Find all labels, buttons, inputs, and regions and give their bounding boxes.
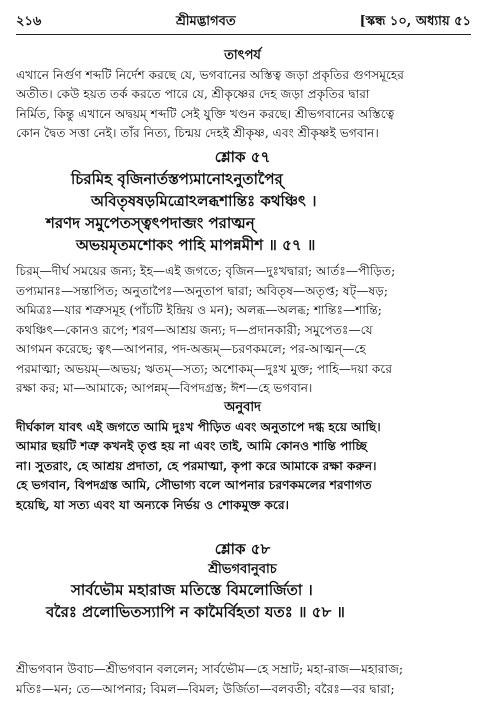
translation-line: না। সুতরাং, হে আশ্রয় প্রদাতা, হে পরমাত্মা, কৃপা করে আমাকে রক্ষা করুন। bbox=[16, 458, 377, 473]
sloka-title: শ্লোক ৫৭ bbox=[214, 148, 271, 166]
translation-heading: অনুবাদ bbox=[224, 400, 261, 415]
verse-line: অবিতৃষষড়মিত্রোঽলব্ধশান্তিঃ কথঞ্চিৎ । bbox=[91, 191, 317, 210]
synonym-line: মতিঃ—মন; তে—আপনার; বিমল—বিমল; উর্জিতা—বলবতী; বরৈঃ—বর দ্বারা; bbox=[16, 681, 395, 696]
sloka-57-section bbox=[16, 148, 469, 256]
verse-line: অভয়মৃতমশোকং পাহি মাপন্নমীশ ॥ ৫৭ ॥ bbox=[76, 235, 316, 254]
translation-line: হয়েছি, যা সত্য এবং যা অন্যকে নির্ভয় ও শোকমুক্ত করে। bbox=[16, 497, 290, 512]
sloka-58-synonyms bbox=[16, 660, 469, 699]
purport-line: কোন দ্বৈত সত্তা নেই। তাঁর নিত্য, চিন্ময় দেহই শ্রীকৃষ্ণ, এবং শ্রীকৃষ্ণই ভগবান। bbox=[16, 126, 379, 140]
synonym-line: পরমাত্মা; অভয়ম্—অভয়; ঋতম্—সত্য; অশোকম্—দুঃখ মুক্ত; পাহি—দয়া করে bbox=[16, 361, 393, 376]
synonym-line: রক্ষা কর; মা—আমাকে; আপন্নম্—বিপদগ্রস্ত; ঈশ—হে ভগবান। bbox=[16, 381, 313, 395]
sloka-57-translation bbox=[16, 398, 469, 515]
synonym-line: কথঞ্চিৎ—কোনও রূপে; শরণ—আশ্রয় জন্য; দ—প্রদানকারী; সমুপেতঃ—যে bbox=[16, 322, 373, 337]
sloka-57-synonyms bbox=[16, 262, 469, 399]
verse-line: বরৈঃ প্রলোভিতস্যাপি ন কামৈর্বিহতা যতঃ ॥ ৫৮ ॥ bbox=[46, 603, 345, 621]
speaker-line: শ্রীভগবানুবাচ bbox=[208, 561, 277, 577]
verse-line: শরণদ সমুপেতস্ত্বৎপদাব্জং পরাত্মন্ bbox=[46, 213, 255, 232]
synonym-line: চিরম্—দীর্ঘ সময়ের জন্য; ইহ—এই জগতে; বৃজিন—দুঃখদ্বারা; আর্তঃ—পীড়িত; bbox=[16, 264, 396, 278]
translation-line: দীর্ঘকাল যাবৎ এই জগতে আমি দুঃখ পীড়িত এবং অনুতাপে দগ্ধ হয়ে আছি। bbox=[16, 419, 381, 434]
chapter-reference: [স্কন্ধ ১০, অধ্যায় ৫১ bbox=[359, 14, 471, 29]
synonym-line: আগমন করেছে; ত্বৎ—আপনার, পদ-অব্জম্—চরণকমলে; পর-আত্মন্—হে bbox=[16, 342, 366, 356]
running-header bbox=[16, 10, 471, 32]
translation-line: আমার ছয়টি শত্রু কখনই তৃপ্ত হয় না এবং তাই, আমি কোনও শান্তি পাচ্ছি bbox=[16, 439, 367, 453]
sloka-title: শ্লোক ৫৮ bbox=[214, 540, 271, 558]
synonym-line: অমিত্রঃ—যার শত্রুসমূহ (পাঁচটি ইন্দ্রিয় ও মন); অলব্ধ—অলব্ধ; শান্তিঃ—শান্তি; bbox=[16, 303, 382, 317]
verse-line: সার্বভৌম মহারাজ মতিস্তে বিমলোর্জিতা । bbox=[71, 581, 313, 599]
page-number: ২১৬ bbox=[16, 14, 42, 29]
synonym-line: শ্রীভগবান উবাচ—শ্রীভগবান বললেন; সার্বভৌম—হে সম্রাট; মহা-রাজ—মহারাজ; bbox=[16, 662, 404, 676]
header-divider bbox=[16, 34, 471, 35]
book-title: শ্রীমদ্ভাগবত bbox=[176, 14, 236, 29]
purport-line: এখানে নির্গুণ শব্দটি নির্দেশ করছে যে, ভগবানের অস্তিত্ব জড়া প্রকৃতির গুণসমূহের bbox=[16, 67, 405, 82]
purport-line: অতীত। কেউ হয়ত তর্ক করতে পারে যে, শ্রীকৃষ্ণের দেহ জড়া প্রকৃতির দ্বারা bbox=[16, 87, 370, 101]
sloka-58-section bbox=[16, 540, 469, 623]
synonym-line: তপ্যমানঃ—সন্তাপিত; অনুতাপৈঃ—অনুতাপ দ্বারা; অবিতৃষ—অতৃপ্ত; ষট্—ষড়; bbox=[16, 283, 388, 298]
purport-heading: তাৎপর্য bbox=[224, 48, 261, 63]
translation-line: হে ভগবান, বিপদগ্রস্ত আমি, সৌভাগ্য বলে আপনার চরণকমলের শরণাগত bbox=[16, 478, 372, 492]
purport-line: নির্মিত, কিন্তু এখানে অদ্বয়ম্ শব্দটি সেই যুক্তি খণ্ডন করছে। শ্রীভগবানের অস্তিত্বে bbox=[16, 106, 395, 121]
verse-line: চিরমিহ বৃজিনার্তস্তপ্যমানোঽনুতাপৈর্ bbox=[71, 169, 283, 188]
purport-section bbox=[16, 46, 469, 144]
